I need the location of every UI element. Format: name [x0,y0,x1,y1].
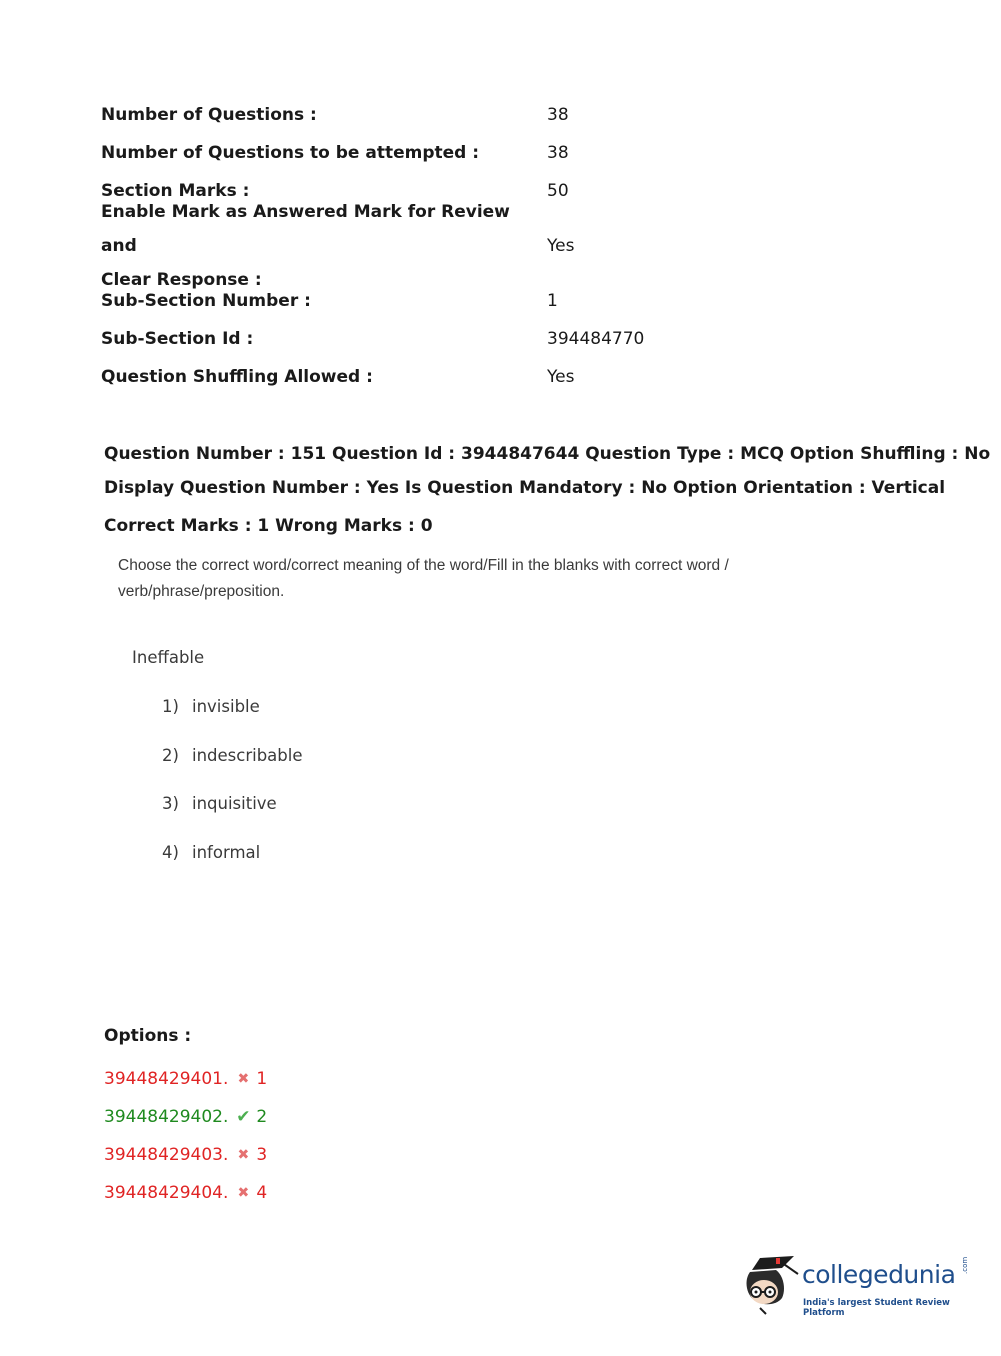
info-row-sub-section-number [101,282,721,320]
option-label: 4 [256,1183,268,1203]
question-word: Ineffable [132,648,205,667]
choice-item [162,697,303,746]
choice-number: 4) [162,842,179,862]
choice-text: invisible [192,697,260,716]
info-value: 1 [547,291,558,311]
cross-icon: ✖ [237,1147,250,1163]
logo-suffix: .com [961,1256,969,1274]
option-id: 39448429401. [104,1069,229,1089]
option-id: 39448429404. [104,1183,229,1203]
info-label: Number of Questions : [101,105,317,125]
info-label: Section Marks : [101,181,250,201]
options-list [104,1022,267,1212]
info-row-questions-to-attempt [101,134,721,172]
choice-item [162,843,303,892]
mascot-icon [742,1250,802,1320]
instruction-line2: verb/phrase/preposition. [118,583,285,600]
info-label: Sub-Section Number : [101,291,311,311]
choice-text: inquisitive [192,794,277,813]
info-label: Number of Questions to be attempted : [101,143,480,163]
info-value: Yes [547,367,575,387]
info-label: Sub-Section Id : [101,329,254,349]
choice-item [162,794,303,843]
choice-text: informal [192,842,261,862]
choice-number: 3) [162,794,179,813]
info-label-line2: Clear Response : [101,270,262,290]
logo-wordmark: collegedunia [802,1260,956,1289]
option-label: 3 [256,1145,268,1165]
info-row-number-of-questions [101,96,721,134]
choice-number: 1) [162,697,179,716]
info-label [101,195,547,297]
option-row [104,1136,267,1174]
info-label-line1: Enable Mark as Answered Mark for Review and [101,202,510,256]
info-row-question-shuffling [101,358,721,396]
info-value: 394484770 [547,329,645,349]
info-row-sub-section-id [101,320,721,358]
info-value: 38 [547,105,569,125]
info-value: 50 [547,181,569,201]
option-label: 1 [256,1069,268,1089]
info-label: Question Shuffling Allowed : [101,367,373,387]
option-row [104,1060,267,1098]
instruction-line1: Choose the correct word/correct meaning of the word/Fill in the blanks with correct word / [118,557,729,574]
option-row [104,1098,267,1136]
option-label: 2 [256,1107,268,1127]
cross-icon: ✖ [237,1185,250,1201]
collegedunia-logo [742,1250,972,1320]
question-instruction [118,553,738,605]
section-info-table [101,96,721,396]
choice-number: 2) [162,745,179,765]
option-id: 39448429403. [104,1145,229,1165]
option-row [104,1174,267,1212]
info-value: Yes [547,236,575,256]
question-meta [104,438,991,544]
info-value: 38 [547,143,569,163]
question-meta-line2: Display Question Number : Yes Is Question Mandatory : No Option Orientation : Vertical [104,478,946,498]
choice-item [162,746,303,795]
option-id: 39448429402. [104,1107,229,1127]
logo-tagline: India's largest Student Review Platform [803,1298,950,1318]
info-row-enable-mark [101,202,721,290]
cross-icon: ✖ [237,1071,250,1087]
choice-text: indescribable [192,745,303,765]
options-header: Options : [104,1026,192,1046]
question-meta-marks: Correct Marks : 1 Wrong Marks : 0 [104,516,433,536]
check-icon: ✔ [236,1107,251,1127]
question-meta-line1: Question Number : 151 Question Id : 3944847644 Question Type : MCQ Option Shuffling : No [104,444,991,464]
answer-choices [162,697,303,891]
